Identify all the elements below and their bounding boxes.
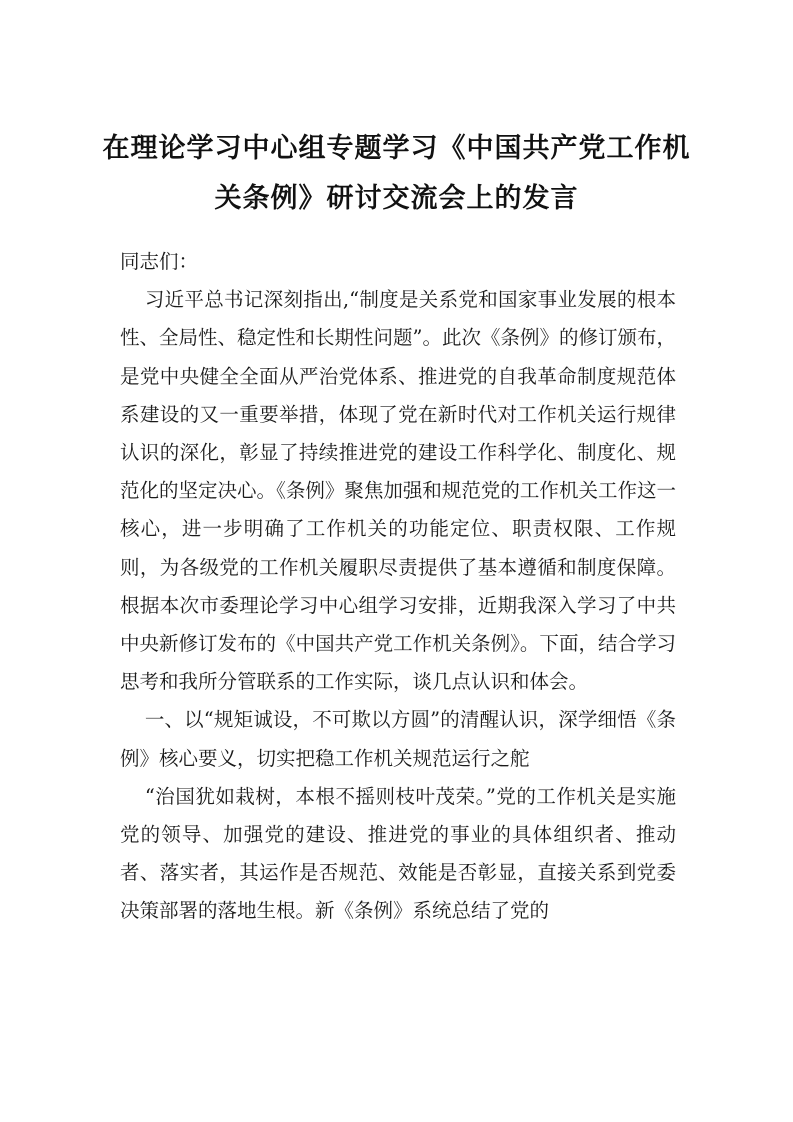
paragraph-intro: 习近平总书记深刻指出,“制度是关系党和国家事业发展的根本性、全局性、稳定性和长期性问题”。此次《条例》的修订颁布，是党中央健全全面从严治党体系、推进党的自我革命制度规范体系建设的又一重要举措，体现了党在新时代对工作机关运行规律认识的深化，彰显了持续推进党的建设工作科学化、制度化、规范化的坚定决心。《条例》聚焦加强和规范党的工作机关工作这一核心，进一步明确了工作机关的功能定位、职责权限、工作规则，为各级党的工作机关履职尽责提供了基本遵循和制度保障。根据本次市委理论学习中心组学习安排，近期我深入学习了中共中央新修订发布的《中国共产党工作机关条例》。下面，结合学习思考和我所分管联系的工作实际，谈几点认识和体会。 xyxy=(120,288,676,694)
paragraph-section-1: “治国犹如栽树，本根不摇则枝叶茂荣。”党的工作机关是实施党的领导、加强党的建设、推进党的事业的具体组织者、推动者、落实者，其运作是否规范、效能是否彰显，直接关系到党委决策部署的落地生根。新《条例》系统总结了党的 xyxy=(120,784,676,923)
document-title: 在理论学习中心组专题学习《中国共产党工作机关条例》研讨交流会上的发言 xyxy=(102,133,691,214)
document-body xyxy=(120,243,676,931)
greeting: 同志们： xyxy=(120,250,199,273)
section-heading-1: 一、以“规矩诚设，不可欺以方圆”的清醒认识，深学细悟《条例》核心要义，切实把稳工作机关规范运行之舵 xyxy=(120,708,676,770)
